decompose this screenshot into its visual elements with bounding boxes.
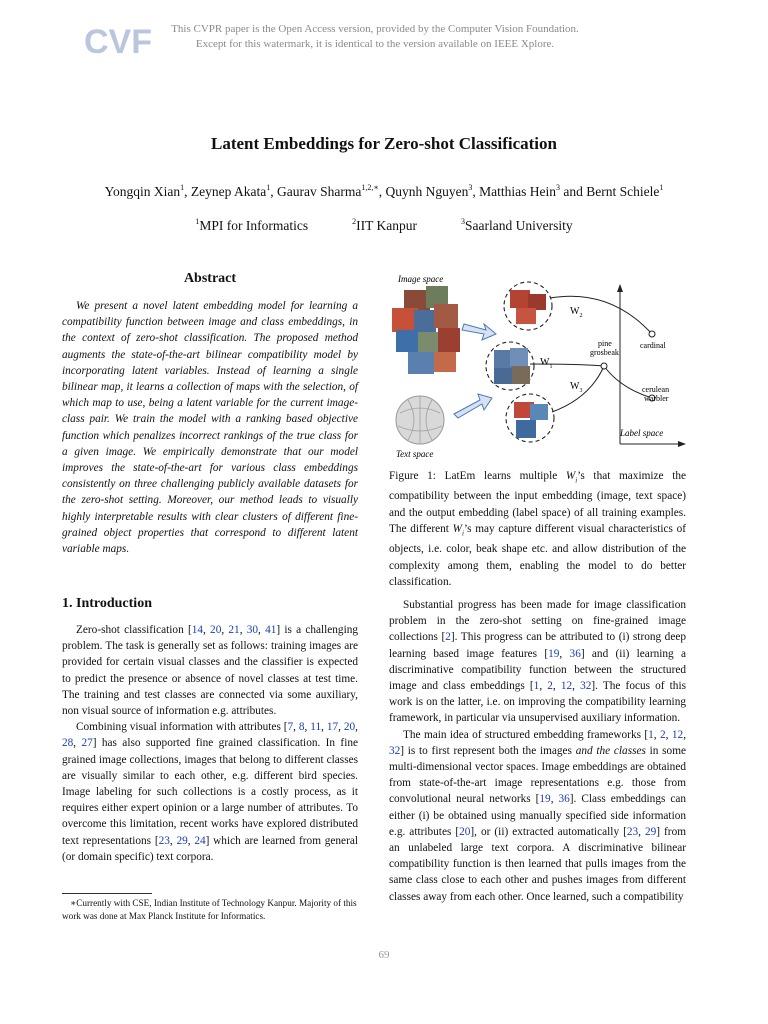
pine-grosbeak-point: [601, 363, 607, 369]
citation-link[interactable]: 29: [176, 834, 188, 847]
affiliation: $^3$Saarland University: [460, 217, 573, 233]
citation-link[interactable]: 19: [548, 647, 560, 660]
abstract-text: We present a novel latent embedding model for learning a compatibility function between image and class embeddings, in the context of zero-shot classification. The proposed method augments the state-of-the-art bilinear compatibility model by incorporating latent variables. Instead of learning a single bilinear map, it learns a collection of maps with the selection, of which map to use, being a latent variable for the current image-class pair. We train the model with a ranking based objective function which penalizes incorrect rankings of the true class for a given image. We empirically demonstrate that our model improves the state-of-the-art for various class embeddings consistently on three challenging publicly available datasets for the zero-shot setting. Moreover, our method leads to visually highly interpretable results with clear clusters of different fine-grained object properties that correspond to different latent variable maps.: [62, 300, 358, 556]
citation-link[interactable]: 8: [298, 721, 305, 734]
warbler-label-2: warbler: [644, 394, 669, 403]
page-number: 69: [378, 949, 390, 961]
citation-link[interactable]: 1: [533, 680, 540, 693]
citation-link[interactable]: 23: [158, 834, 170, 847]
citation-link[interactable]: 23: [626, 825, 639, 838]
affiliation: $^2$IIT Kanpur: [352, 217, 417, 233]
pine-grosbeak-label-1: pine: [598, 339, 612, 348]
citation-link[interactable]: 36: [558, 793, 570, 806]
author-list: Yongqin Xian$^1$, Zeynep Akata$^1$, Gaurav Sharma$^{1,2,∗}$, Quynh Nguyen$^3$, Matthias Hein$^3$ and Bernt Schiele$^1$: [104, 183, 664, 199]
affiliations: [0, 218, 768, 234]
citation-link[interactable]: 2: [547, 680, 553, 693]
citation-link[interactable]: 7: [287, 721, 294, 734]
cardinal-label: cardinal: [640, 341, 666, 350]
paper-title: Latent Embeddings for Zero-shot Classification: [210, 134, 557, 153]
citation-link[interactable]: 28: [62, 737, 74, 750]
cerulean-label-1: cerulean: [642, 385, 670, 394]
citation-link[interactable]: 12: [560, 680, 573, 693]
author-name: Matthias Hein: [479, 184, 557, 199]
open-access-watermark: This CVPR paper is the Open Access version, provided by the Computer Vision Foundation. Except for this watermark, it is identical to the version available on IEEE Xplore.: [171, 23, 579, 50]
citation-link[interactable]: 14: [191, 624, 203, 636]
w3-label: $W_3$: [570, 381, 583, 394]
image-space-label: Image space: [398, 274, 444, 284]
arrow-image-icon: [462, 324, 496, 340]
citation-link[interactable]: 24: [194, 834, 206, 847]
citation-link[interactable]: 29: [644, 825, 657, 838]
author-name: Quynh Nguyen: [385, 184, 469, 199]
w2-mapping-curve: [550, 296, 652, 334]
w2-label: $W_2$: [570, 306, 583, 319]
intro-right-column: [389, 597, 686, 905]
label-space-label: Label space: [620, 428, 664, 438]
citation-link[interactable]: 30: [246, 624, 259, 636]
author-name: Bernt Schiele: [586, 184, 660, 199]
right-paragraph-2: The main idea of structured embedding frameworks [1, 2, 12, 32] is to first represent both the images and the classes in some multi-dimensional vector spaces. Image embeddings are obtained from state-of-the-art image representations e.g. those from convolutional neural networks [19, 36]. Class embeddings can either (i) be obtained using manually specified side information e.g. attributes [20], or (ii) extracted automatically [23, 29] from an unlabeled large text corpora. A discriminative bilinear compatibility function is then learned that pulls images from the same class close to each other and pushes images from different classes away from each other. Once learned, such a compatibility: [389, 728, 687, 903]
text-space-label: Text space: [396, 449, 434, 459]
bird-image-collage: [392, 286, 460, 374]
citation-link[interactable]: 20: [343, 721, 356, 734]
intro-left-column: [62, 622, 358, 865]
right-paragraph-1: Substantial progress has been made for image classification problem in the zero-shot setting on fine-grained image collections [2]. This progress can be attributed to (i) strong deep learning based image features [19, 36] and (ii) learning a discriminative compatibility function between the structured image and class embeddings [1, 2, 12, 32]. The focus of this work is on the latter, i.e. on improving the compatibility learning framework, in particular via unsupervised auxiliary information.: [389, 599, 686, 725]
svg-text:CVF: CVF: [84, 23, 152, 61]
citation-link[interactable]: 1: [648, 728, 654, 741]
footnote-rule: [62, 893, 152, 894]
figure-1-caption: Figure 1: LatEm learns multiple $W_i’s$ that maximize the compatibility between the input embedding (image, text space) and the output embedding (label space) of all training examples. The different $W_i’s$ may capture different visual characteristics of objects, i.e. color, beak shape etc. and allow distribution of the complexity among them, enabling the model to do better classification.: [389, 470, 686, 588]
citation-link[interactable]: 21: [228, 624, 240, 636]
citation-link[interactable]: 36: [569, 647, 581, 660]
affiliation: $^1$MPI for Informatics: [195, 217, 309, 233]
citation-link[interactable]: 12: [671, 728, 684, 741]
citation-link[interactable]: 32: [580, 680, 592, 693]
section-heading-introduction: 1. Introduction: [62, 596, 152, 611]
citation-link[interactable]: 2: [660, 728, 666, 741]
pine-grosbeak-label-2: grosbeak: [590, 348, 619, 357]
figure-1: [390, 268, 690, 464]
citation-link[interactable]: 11: [310, 721, 322, 734]
arrow-text-icon: [454, 394, 492, 418]
author-name: Yongqin Xian: [104, 184, 181, 199]
wikipedia-globe-icon: [396, 396, 444, 444]
citation-link[interactable]: 17: [326, 721, 339, 734]
citation-link[interactable]: 27: [81, 737, 93, 750]
citation-link[interactable]: 20: [210, 624, 222, 636]
intro-paragraph-1: Zero-shot classification [14, 20, 21, 30, 41] is a challenging problem. The task is generally set as follows: training images are provided for certain visual classes and the classifier is expected to predict the presence or absence of novel classes at test time. The training and test classes are connected via some auxiliary, non visual source of information e.g. attributes.: [62, 624, 359, 718]
footnote: ∗Currently with CSE, Indian Institute of Technology Kanpur. Majority of this work was done at Max Planck Institute for Informatics.: [62, 898, 357, 921]
citation-link[interactable]: 20: [459, 825, 471, 838]
citation-link[interactable]: 2: [445, 631, 451, 644]
author-name: Zeynep Akata: [190, 184, 267, 199]
citation-link[interactable]: 41: [265, 624, 277, 636]
citation-link[interactable]: 32: [389, 744, 401, 757]
author-name: Gaurav Sharma: [276, 184, 362, 199]
intro-paragraph-2: Combining visual information with attributes [7, 8, 11, 17, 20, 28, 27] has also supported fine grained classification. In fine grained image collections, images that belong to different classes are visually similar to each other, e.g. different bird species. Image labeling for such collections is a costly process, as it requires either expert opinion or a large number of attributes. To overcome this limitation, recent works have explored distributed text representations [23, 29, 24] which are learned from general (or domain specific) text corpora.: [62, 721, 358, 863]
abstract-heading: Abstract: [183, 271, 237, 286]
cvf-logo: [82, 20, 152, 61]
cardinal-point: [649, 331, 655, 337]
citation-link[interactable]: 19: [539, 793, 551, 806]
w1-label: $W_1$: [540, 357, 553, 370]
